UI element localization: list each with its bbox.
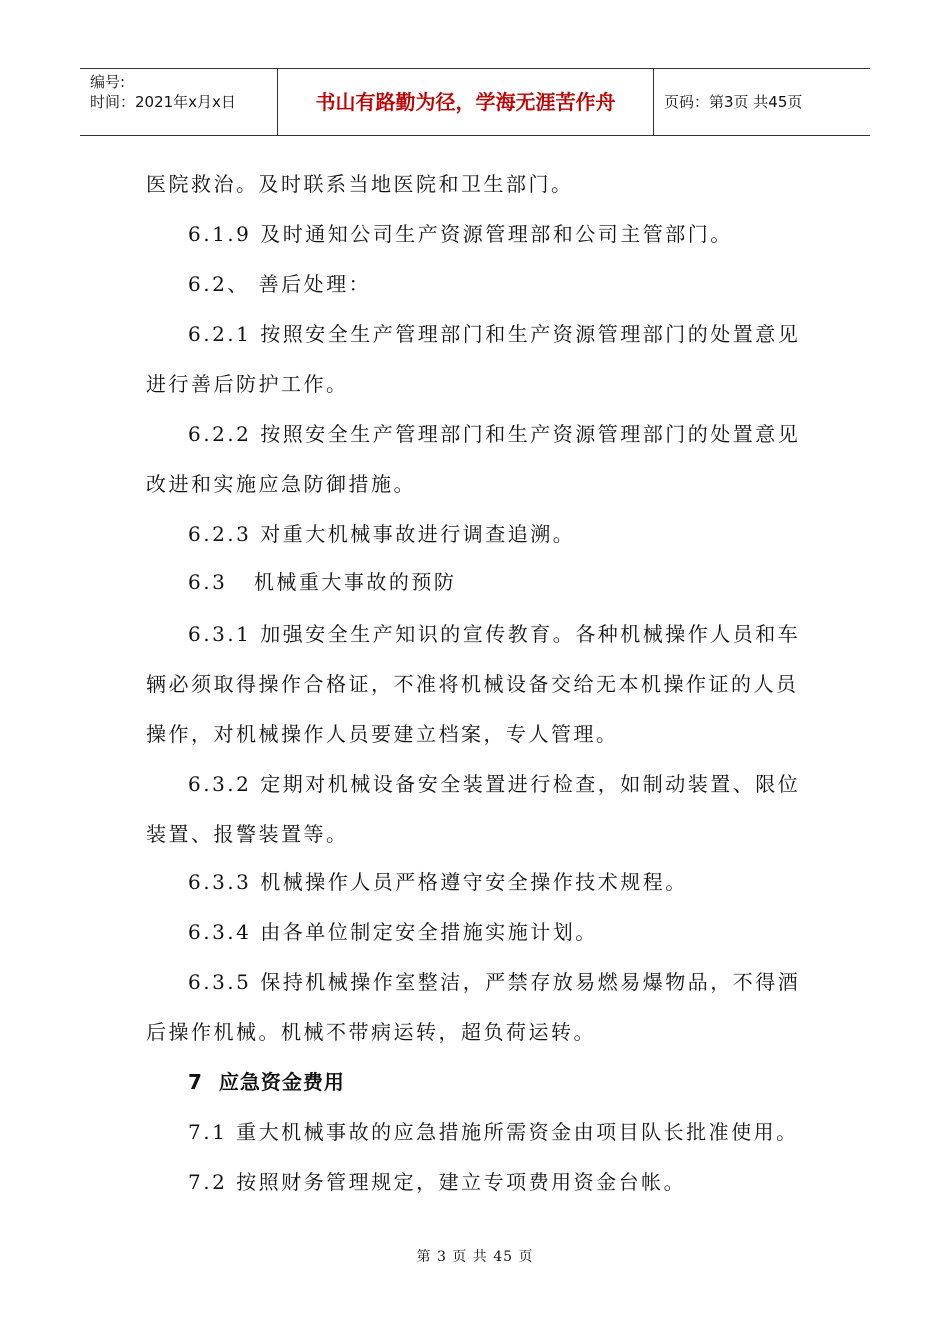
paragraph: 操作，对机械操作人员要建立档案，专人管理。	[146, 722, 619, 746]
paragraph: 6.3.4 由各单位制定安全措施实施计划。	[188, 920, 598, 944]
document-number-label: 编号:	[90, 73, 126, 91]
page-header	[80, 68, 870, 136]
header-meta	[80, 69, 278, 135]
paragraph: 6.3.1 加强安全生产知识的宣传教育。各种机械操作人员和车	[188, 622, 801, 646]
paragraph: 装置、报警装置等。	[146, 822, 349, 846]
paragraph: 7.1 重大机械事故的应急措施所需资金由项目队长批准使用。	[188, 1120, 799, 1144]
paragraph: 6.3.3 机械操作人员严格遵守安全操作技术规程。	[188, 870, 688, 894]
chapter-heading: 7 应急资金费用	[188, 1070, 345, 1094]
paragraph: 后操作机械。机械不带病运转，超负荷运转。	[146, 1020, 596, 1044]
paragraph: 6.2.1 按照安全生产管理部门和生产资源管理部门的处置意见	[188, 322, 801, 346]
paragraph: 改进和实施应急防御措施。	[146, 472, 416, 496]
paragraph: 医院救治。及时联系当地医院和卫生部门。	[146, 172, 574, 196]
paragraph: 6.2.2 按照安全生产管理部门和生产资源管理部门的处置意见	[188, 422, 801, 446]
section-heading: 6.3 机械重大事故的预防	[188, 570, 457, 594]
section-heading: 6.2、 善后处理：	[188, 272, 372, 296]
header-motto: 书山有路勤为径，学海无涯苦作舟	[278, 69, 654, 135]
paragraph: 辆必须取得操作合格证，不准将机械设备交给无本机操作证的人员	[146, 672, 799, 696]
paragraph: 7.2 按照财务管理规定，建立专项费用资金台帐。	[188, 1170, 687, 1194]
page-footer: 第 3 页 共 45 页	[416, 1249, 534, 1265]
header-page-code: 页码：第3页 共45页	[664, 93, 803, 111]
paragraph: 进行善后防护工作。	[146, 372, 349, 396]
paragraph: 6.3.2 定期对机械设备安全装置进行检查，如制动装置、限位	[188, 772, 801, 796]
paragraph: 6.1.9 及时通知公司生产资源管理部和公司主管部门。	[188, 222, 733, 246]
paragraph: 6.2.3 对重大机械事故进行调查追溯。	[188, 522, 576, 546]
paragraph: 6.3.5 保持机械操作室整洁，严禁存放易燃易爆物品，不得酒	[188, 970, 801, 994]
document-time-label: 时间：2021年x月x日	[90, 93, 236, 111]
